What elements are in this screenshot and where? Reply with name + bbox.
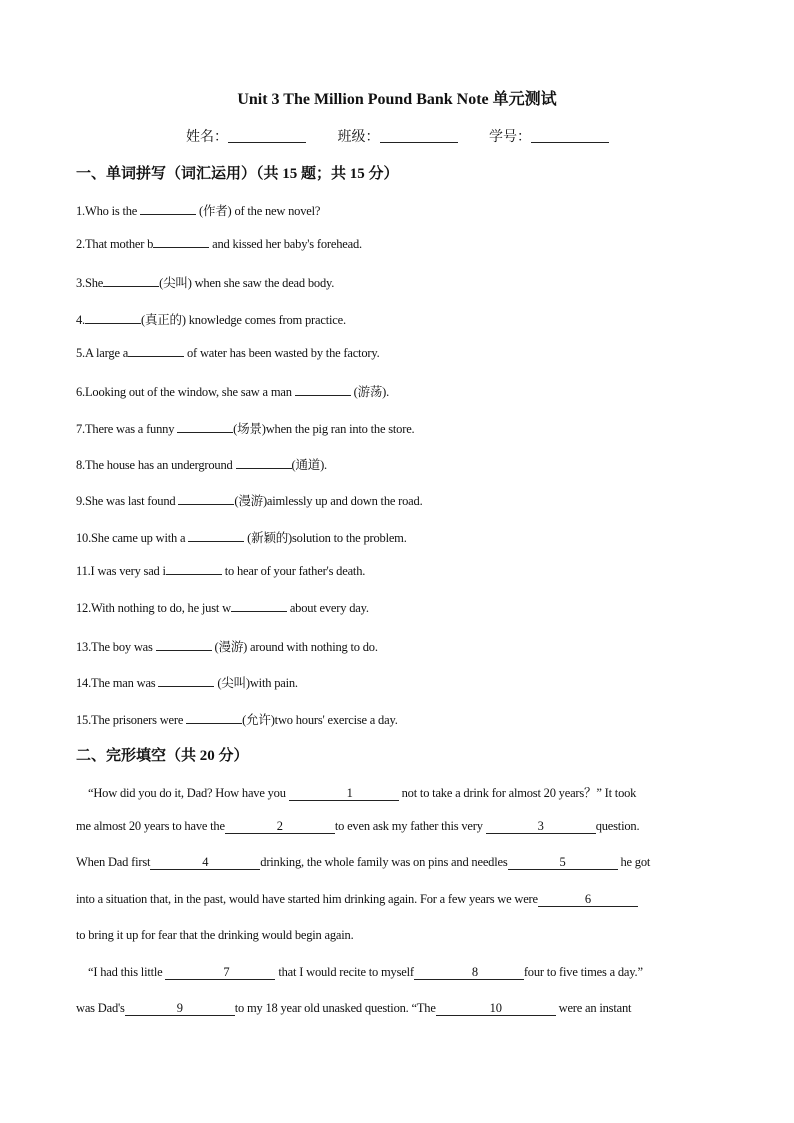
cloze-text: to bring it up for fear that the drinking would begin again. <box>76 928 354 942</box>
question-text: and kissed her baby's forehead. <box>209 237 362 251</box>
answer-blank[interactable] <box>153 247 209 248</box>
cloze-blank-2[interactable]: 2 <box>225 819 335 834</box>
question-text: 5.A large a <box>76 346 129 360</box>
question-text: about every day. <box>286 601 369 615</box>
section2-heading: 二、完形填空（共 20 分） <box>76 748 249 764</box>
cloze-text: were an instant <box>555 1001 632 1015</box>
cloze-text: not to take a drink for almost 20 years？” It took <box>398 786 637 800</box>
student-id-field <box>489 126 609 146</box>
question-2 <box>76 237 362 252</box>
student-info-row <box>186 126 637 146</box>
question-10 <box>76 528 407 546</box>
question-text: (作者) of the new novel? <box>196 204 321 218</box>
question-text: (尖叫)with pain. <box>214 676 298 690</box>
cloze-blank-4[interactable]: 4 <box>150 855 260 870</box>
cloze-text: “I had this little <box>88 965 166 979</box>
question-3 <box>76 273 334 291</box>
question-text: 1.Who is the <box>76 204 141 218</box>
cloze-text: to even ask my father this very <box>334 819 486 833</box>
question-text: (场景)when the pig ran into the store. <box>233 422 415 436</box>
answer-blank[interactable] <box>85 323 141 324</box>
question-text: 6.Looking out of the window, she saw a man <box>76 385 295 399</box>
question-text: (尖叫) when she saw the dead body. <box>159 276 335 290</box>
question-15 <box>76 710 398 728</box>
answer-blank[interactable] <box>236 468 292 469</box>
section1-heading: 一、单词拼写（词汇运用）（共 15 题；共 15 分） <box>76 166 399 182</box>
question-4 <box>76 310 346 328</box>
question-text: (漫游)aimlessly up and down the road. <box>234 494 423 508</box>
answer-blank[interactable] <box>295 395 351 396</box>
cloze-line-4 <box>76 892 720 907</box>
cloze-line-6 <box>76 965 720 980</box>
page-title: Unit 3 The Million Pound Bank Note 单元测试 <box>237 91 557 108</box>
question-text: 7.There was a funny <box>76 422 178 436</box>
question-text: 11.I was very sad i <box>76 564 166 578</box>
question-text: 15.The prisoners were <box>76 713 187 727</box>
cloze-text: “How did you do it, Dad? How have you <box>88 786 289 800</box>
question-text: 12.With nothing to do, he just w <box>76 601 231 615</box>
answer-blank[interactable] <box>140 214 196 215</box>
answer-blank[interactable] <box>178 504 234 505</box>
question-text: to hear of your father's death. <box>221 564 366 578</box>
question-11 <box>76 564 365 579</box>
cloze-line-1 <box>76 783 720 801</box>
answer-blank[interactable] <box>156 650 212 651</box>
answer-blank[interactable] <box>177 432 233 433</box>
cloze-text: four to five times a day.” <box>523 965 643 979</box>
cloze-text: to my 18 year old unasked question. “The <box>234 1001 436 1015</box>
question-8 <box>76 455 327 473</box>
question-text: (游荡). <box>350 385 390 399</box>
cloze-line-7 <box>76 1001 720 1016</box>
cloze-line-5 <box>76 928 720 943</box>
class-field <box>338 126 458 146</box>
cloze-blank-3[interactable]: 3 <box>486 819 596 834</box>
answer-blank[interactable] <box>186 723 242 724</box>
question-6 <box>76 382 389 400</box>
question-5 <box>76 346 380 361</box>
cloze-text: me almost 20 years to have the <box>76 819 225 833</box>
cloze-blank-9[interactable]: 9 <box>125 1001 235 1016</box>
question-text: 8.The house has an underground <box>76 458 236 472</box>
answer-blank[interactable] <box>188 541 244 542</box>
cloze-text: into a situation that, in the past, would have started him drinking again. For a few years we were <box>76 892 538 906</box>
question-text: 13.The boy was <box>76 640 156 654</box>
question-text: 3.She <box>76 276 104 290</box>
question-text: 14.The man was <box>76 676 159 690</box>
cloze-line-3 <box>76 855 720 870</box>
cloze-blank-5[interactable]: 5 <box>508 855 618 870</box>
cloze-text: he got <box>617 855 651 869</box>
question-9 <box>76 491 423 509</box>
cloze-text: was Dad's <box>76 1001 125 1015</box>
cloze-blank-10[interactable]: 10 <box>436 1001 556 1016</box>
question-13 <box>76 637 378 655</box>
question-1 <box>76 201 320 219</box>
answer-blank[interactable] <box>128 356 184 357</box>
question-12 <box>76 601 369 616</box>
answer-blank[interactable] <box>166 574 222 575</box>
question-7 <box>76 419 414 437</box>
cloze-text: When Dad first <box>76 855 151 869</box>
question-text: of water has been wasted by the factory. <box>184 346 380 360</box>
cloze-blank-1[interactable]: 1 <box>289 786 399 801</box>
cloze-line-2 <box>76 819 720 834</box>
cloze-text: drinking, the whole family was on pins and needles <box>260 855 508 869</box>
name-label: 姓名： <box>186 130 228 145</box>
cloze-blank-6[interactable]: 6 <box>538 892 638 907</box>
student-id-blank[interactable] <box>531 128 609 143</box>
cloze-blank-8[interactable]: 8 <box>414 965 524 980</box>
cloze-text: question. <box>595 819 640 833</box>
question-text: (通道). <box>291 458 327 472</box>
class-label: 班级： <box>337 130 380 145</box>
name-blank[interactable] <box>228 128 306 143</box>
question-text: (真正的) knowledge comes from practice. <box>140 313 346 327</box>
student-id-label: 学号： <box>489 130 531 145</box>
cloze-text: that I would recite to myself <box>275 965 414 979</box>
question-14 <box>76 673 298 691</box>
question-text: (漫游) around with nothing to do. <box>211 640 378 654</box>
answer-blank[interactable] <box>103 286 159 287</box>
name-field <box>186 126 306 146</box>
question-text: (允许)two hours' exercise a day. <box>242 713 398 727</box>
answer-blank[interactable] <box>231 611 287 612</box>
question-text: 4. <box>76 313 85 327</box>
class-blank[interactable] <box>380 128 458 143</box>
question-text: (新颖的)solution to the problem. <box>244 531 407 545</box>
answer-blank[interactable] <box>158 686 214 687</box>
question-text: 10.She came up with a <box>76 531 189 545</box>
question-text: 9.She was last found <box>76 494 179 508</box>
cloze-blank-7[interactable]: 7 <box>165 965 275 980</box>
question-text: 2.That mother b <box>76 237 154 251</box>
